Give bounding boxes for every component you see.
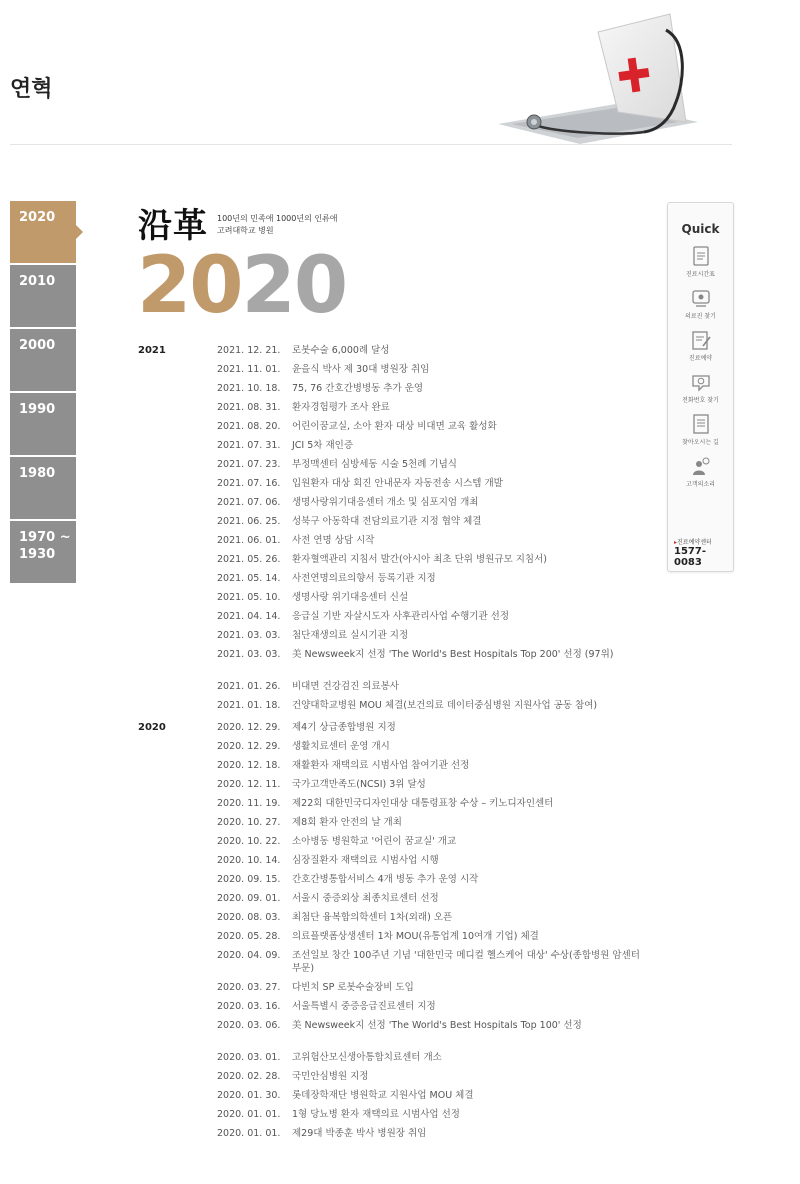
event-date: 2020. 04. 09.: [217, 950, 281, 961]
event-text: 생명사랑위기대응센터 개소 및 심포지엄 개최: [292, 497, 479, 508]
event-date: 2020. 01. 01.: [217, 1109, 281, 1120]
event-text: 제8회 환자 안전의 날 개최: [292, 817, 402, 828]
quick-item-label: 진료예약: [688, 355, 713, 362]
schedule-icon: [690, 245, 712, 267]
event-text: 서울특별시 중증응급진료센터 지정: [292, 1001, 436, 1012]
history-event: [217, 1070, 642, 1083]
quick-item-phone-search[interactable]: [668, 371, 733, 404]
event-date: 2020. 02. 28.: [217, 1071, 281, 1082]
decade-tab-2000[interactable]: 2000: [10, 329, 76, 391]
history-event: [217, 759, 642, 772]
event-date: 2020. 03. 27.: [217, 982, 281, 993]
history-event: [217, 401, 642, 414]
history-event: [217, 797, 642, 810]
event-text: 환자혈액관리 지침서 발간(아시아 최초 단위 병원규모 지침서): [292, 554, 547, 565]
decade-tab-1990[interactable]: 1990: [10, 393, 76, 455]
decade-tab-2020[interactable]: 2020: [10, 201, 76, 263]
event-date: 2020. 12. 29.: [217, 741, 281, 752]
customer-voice-icon: [690, 455, 712, 477]
history-event: [217, 778, 642, 791]
event-text: 롯데장학재단 병원학교 지원사업 MOU 체결: [292, 1090, 474, 1101]
event-text: 재활환자 재택의료 시범사업 참여기관 선정: [292, 760, 470, 771]
event-text: 간호간병통합서비스 4개 병동 추가 운영 시작: [292, 874, 479, 885]
history-event: [217, 1051, 642, 1064]
reservation-center-label: ▸ 진료예약센터: [674, 537, 728, 546]
event-text: 환자경험평가 조사 완료: [292, 402, 390, 413]
history-event: [217, 572, 642, 585]
event-text: 생명사랑 위기대응센터 신설: [292, 592, 409, 603]
event-text: JCI 5차 재인증: [292, 440, 354, 451]
event-text: 75, 76 간호간병병동 추가 운영: [292, 383, 424, 394]
event-date: 2020. 12. 29.: [217, 722, 281, 733]
quick-item-label: 의료진 찾기: [685, 313, 716, 320]
event-date: 2020. 03. 01.: [217, 1052, 281, 1063]
hospital-slogan: [217, 213, 338, 237]
event-date: 2021. 07. 31.: [217, 440, 281, 451]
event-date: 2021. 08. 20.: [217, 421, 281, 432]
quick-item-reservation[interactable]: [668, 329, 733, 362]
event-text: 응급실 기반 자살시도자 사후관리사업 수행기관 선정: [292, 611, 509, 622]
history-event: [217, 930, 642, 943]
event-date: 2020. 09. 01.: [217, 893, 281, 904]
event-date: 2020. 10. 14.: [217, 855, 281, 866]
event-date: 2021. 05. 26.: [217, 554, 281, 565]
history-event: [217, 458, 642, 471]
event-text: 사전 연명 상담 시작: [292, 535, 375, 546]
event-text: 조선일보 창간 100주년 기념 '대한민국 메디컬 헬스케어 대상' 수상(종합병원 암센터 부문): [292, 950, 640, 974]
history-event: [217, 591, 642, 604]
history-year-label: 2020: [138, 722, 166, 733]
big-year-title: [137, 248, 377, 324]
event-text: 윤을식 박사 제 30대 병원장 취임: [292, 364, 430, 375]
event-date: 2021. 06. 01.: [217, 535, 281, 546]
event-text: 고위험산모신생아통합치료센터 개소: [292, 1052, 442, 1063]
quick-menu-title: Quick: [681, 222, 720, 236]
doctor-search-icon: [690, 287, 712, 309]
event-text: 사전연명의료의향서 등록기관 지정: [292, 573, 436, 584]
hospital-name: 고려대학교 병원: [217, 226, 274, 235]
event-date: 2020. 10. 22.: [217, 836, 281, 847]
history-event: [217, 699, 642, 712]
quick-item-label: 진료시간표: [686, 271, 715, 278]
quick-item-map[interactable]: [668, 413, 733, 446]
event-date: 2020. 03. 16.: [217, 1001, 281, 1012]
event-date: 2020. 11. 19.: [217, 798, 281, 809]
event-text: 국민안심병원 지정: [292, 1071, 369, 1082]
event-date: 2020. 03. 06.: [217, 1020, 281, 1031]
event-text: 생활치료센터 운영 개시: [292, 741, 390, 752]
event-date: 2021. 03. 03.: [217, 649, 281, 660]
history-event: [217, 816, 642, 829]
history-event: [217, 382, 642, 395]
event-date: 2020. 08. 03.: [217, 912, 281, 923]
history-year-label: 2021: [138, 345, 166, 356]
event-text: 1형 당뇨병 환자 재택의료 시범사업 선정: [292, 1109, 460, 1120]
history-event: [217, 1108, 642, 1121]
event-date: 2021. 03. 03.: [217, 630, 281, 641]
event-text: 심장질환자 재택의료 시범사업 시행: [292, 855, 439, 866]
history-event: [217, 344, 642, 357]
history-event: [217, 477, 642, 490]
event-date: 2021. 07. 06.: [217, 497, 281, 508]
event-date: 2021. 12. 21.: [217, 345, 281, 356]
history-event: [217, 1127, 642, 1140]
event-text: 비대면 건강검진 의료봉사: [292, 681, 399, 692]
history-event: [217, 610, 642, 623]
laptop-stethoscope-illustration: [498, 12, 698, 144]
event-date: 2021. 04. 14.: [217, 611, 281, 622]
event-date: 2021. 08. 31.: [217, 402, 281, 413]
event-text: 제22회 대한민국디자인대상 대통령표창 수상 – 키노디자인센터: [292, 798, 554, 809]
event-date: 2021. 07. 23.: [217, 459, 281, 470]
history-event: [217, 515, 642, 528]
event-text: 첨단재생의료 실시기관 지정: [292, 630, 409, 641]
history-event: [217, 873, 642, 886]
big-year-part: 20: [241, 248, 347, 324]
event-text: 입원환자 대상 회진 안내문자 자동전송 시스템 개발: [292, 478, 503, 489]
event-date: 2020. 10. 27.: [217, 817, 281, 828]
history-event: [217, 721, 642, 734]
event-date: 2021. 01. 18.: [217, 700, 281, 711]
event-text: 국가고객만족도(NCSI) 3위 달성: [292, 779, 426, 790]
history-event: [217, 439, 642, 452]
decade-tab-2010[interactable]: 2010: [10, 265, 76, 327]
slogan-line: 100년의 민족애 1000년의 인류애: [217, 214, 338, 223]
event-date: 2021. 05. 10.: [217, 592, 281, 603]
event-date: 2021. 05. 14.: [217, 573, 281, 584]
history-event: [217, 420, 642, 433]
decade-tab-1970-1930[interactable]: 1970 ~ 1930: [10, 521, 76, 583]
quick-item-customer-voice[interactable]: [668, 455, 733, 488]
history-event: [217, 835, 642, 848]
history-event: [217, 981, 642, 994]
history-hanja-title: 沿革: [138, 206, 208, 246]
event-text: 서울시 중증외상 최종치료센터 선정: [292, 893, 439, 904]
history-event: [217, 534, 642, 547]
event-text: 로봇수술 6,000례 달성: [292, 345, 390, 356]
reservation-center[interactable]: [674, 537, 728, 568]
history-event: [217, 854, 642, 867]
event-text: 美 Newsweek지 선정 'The World's Best Hospitals Top 100' 선정: [292, 1020, 582, 1031]
history-event: [217, 740, 642, 753]
history-event: [217, 949, 642, 975]
quick-item-label: 전화번호 찾기: [682, 397, 719, 404]
event-text: 의료플랫폼상생센터 1차 MOU(유통업계 10여개 기업) 체결: [292, 931, 539, 942]
event-date: 2021. 10. 18.: [217, 383, 281, 394]
history-event: [217, 363, 642, 376]
history-event: [217, 1019, 642, 1032]
event-text: 제4기 상급종합병원 지정: [292, 722, 396, 733]
event-date: 2020. 09. 15.: [217, 874, 281, 885]
event-date: 2020. 05. 28.: [217, 931, 281, 942]
event-date: 2020. 12. 11.: [217, 779, 281, 790]
history-event: [217, 1089, 642, 1102]
history-event: [217, 648, 642, 661]
event-date: 2021. 06. 25.: [217, 516, 281, 527]
event-date: 2021. 01. 26.: [217, 681, 281, 692]
event-date: 2020. 01. 30.: [217, 1090, 281, 1101]
decade-tab-1980[interactable]: 1980: [10, 457, 76, 519]
quick-item-schedule[interactable]: [668, 245, 733, 278]
event-text: 어린이꿈교실, 소아 환자 대상 비대면 교육 활성화: [292, 421, 497, 432]
event-text: 제29대 박종훈 박사 병원장 취임: [292, 1128, 427, 1139]
quick-item-label: 찾아오시는 길: [682, 439, 719, 446]
history-event: [217, 553, 642, 566]
page-title: 연혁: [10, 77, 53, 102]
event-text: 美 Newsweek지 선정 'The World's Best Hospitals Top 200' 선정 (97위): [292, 649, 614, 660]
decade-nav: [10, 201, 76, 585]
svg-text:2020: [137, 248, 346, 324]
title-divider: [10, 144, 732, 145]
phone-search-icon: [690, 371, 712, 393]
reservation-phone-number: 1577-0083: [674, 546, 706, 568]
map-icon: [690, 413, 712, 435]
history-event: [217, 1000, 642, 1013]
event-date: 2020. 01. 01.: [217, 1128, 281, 1139]
event-date: 2021. 11. 01.: [217, 364, 281, 375]
event-text: 최첨단 융복합의학센터 1차(외래) 오픈: [292, 912, 453, 923]
event-date: 2020. 12. 18.: [217, 760, 281, 771]
reservation-icon: [690, 329, 712, 351]
event-text: 성북구 아동학대 전담의료기관 지정 협약 체결: [292, 516, 482, 527]
history-event: [217, 496, 642, 509]
history-event: [217, 680, 642, 693]
event-text: 다빈치 SP 로봇수술장비 도입: [292, 982, 414, 993]
event-text: 소아병동 병원학교 '어린이 꿈교실' 개교: [292, 836, 457, 847]
history-event: [217, 911, 642, 924]
quick-menu: [667, 202, 734, 572]
event-text: 부정맥센터 심방세동 시술 5천례 기념식: [292, 459, 457, 470]
quick-item-doctor-search[interactable]: [668, 287, 733, 320]
history-event: [217, 892, 642, 905]
history-event: [217, 629, 642, 642]
big-year-part: 20: [137, 248, 242, 324]
event-text: 건양대학교병원 MOU 체결(보건의료 데이터중심병원 지원사업 공동 참여): [292, 700, 598, 711]
event-date: 2021. 07. 16.: [217, 478, 281, 489]
quick-item-label: 고객의소리: [686, 481, 715, 488]
